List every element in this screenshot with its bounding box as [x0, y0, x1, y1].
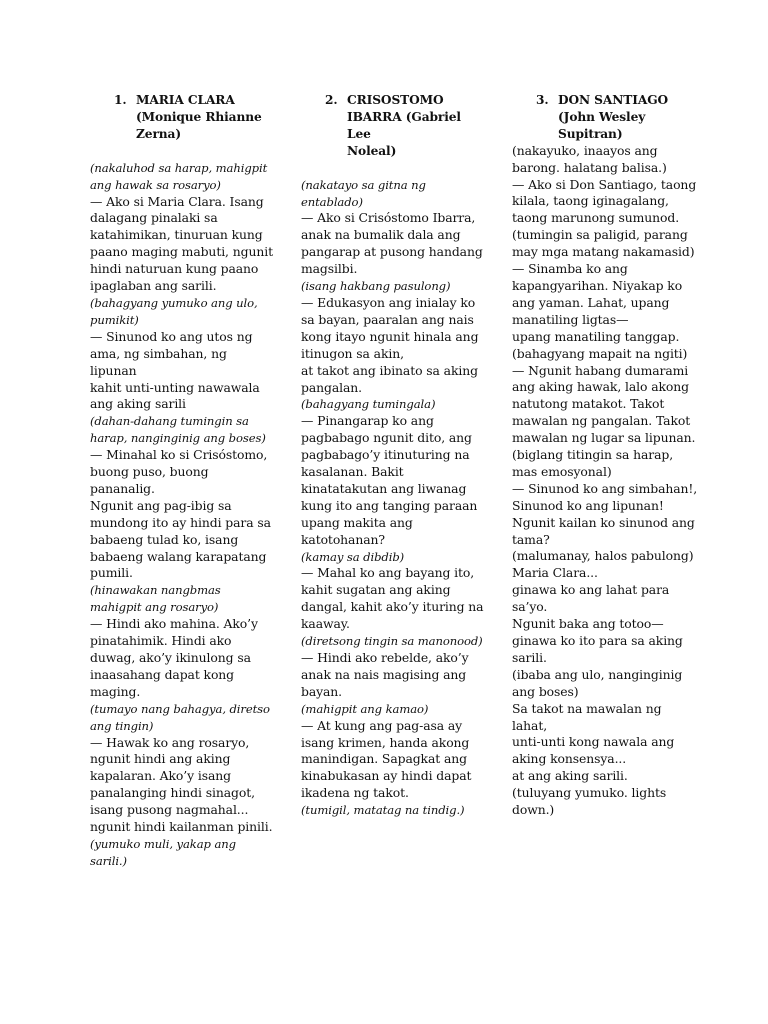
- dialogue-line: kasalanan. Bakit: [301, 464, 404, 480]
- dialogue-line: pangalan.: [301, 379, 362, 395]
- character-heading: [536, 92, 698, 143]
- dialogue-line: magsilbi.: [301, 261, 358, 277]
- character-heading: [325, 92, 487, 160]
- dialogue-line: unti-unti kong nawala ang: [512, 734, 675, 750]
- dialogue-line: buong puso, buong pananalig.: [90, 464, 209, 496]
- dialogue-line: — Sinunod ko ang utos ng: [90, 328, 253, 344]
- stage-direction: (hinawakan nangbmas: [90, 583, 221, 598]
- actor-line: (Monique Rhianne: [136, 109, 262, 124]
- character-name: [558, 92, 698, 143]
- dialogue-line: ngunit hindi kailanman pinili.: [90, 819, 273, 835]
- dialogue-line: kapangyarihan. Niyakap ko: [512, 277, 683, 293]
- stage-direction: (mahigpit ang kamao): [301, 701, 429, 716]
- name-line: DON SANTIAGO: [558, 93, 669, 107]
- dialogue-line: duwag, ako’y ikinulong sa: [90, 650, 251, 665]
- dialogue-line: — Ako si Don Santiago, taong: [512, 176, 697, 192]
- dialogue-line: pangarap at pusong handang: [301, 244, 483, 260]
- dialogue-line: kahit sugatan ang aking: [301, 582, 451, 598]
- dialogue-line: Maria Clara...: [512, 565, 598, 581]
- dialogue-line: at takot ang ibinato sa aking: [301, 362, 478, 378]
- dialogue-line: Sa takot na mawalan ng lahat,: [512, 700, 662, 733]
- dialogue-line: — Edukasyon ang inialay ko: [301, 294, 476, 310]
- dialogue-line: mundong ito ay hindi para sa: [90, 514, 271, 530]
- column-maria-clara: [90, 92, 276, 870]
- column-crisostomo-ibarra: [301, 92, 487, 819]
- stage-direction: (dahan-dahang tumingin sa: [90, 414, 249, 429]
- stage-direction: (isang hakbang pasulong): [301, 279, 451, 294]
- monologue: [301, 177, 487, 819]
- stage-direction: (bahagyang tumingala): [301, 397, 436, 412]
- monologue: [512, 143, 698, 819]
- dialogue-line: kilala, taong iginagalang,: [512, 193, 669, 209]
- actor-line: Noleal): [347, 143, 397, 158]
- dialogue-line: kahit unti-unting nawawala: [90, 379, 260, 395]
- dialogue-line: dangal, kahit ako’y ituring na: [301, 599, 484, 615]
- stage-direction: (yumuko muli, yakap ang: [90, 836, 236, 851]
- dialogue-line: anak na bumalik dala ang: [301, 227, 461, 243]
- dialogue-line: itinugon sa akin,: [301, 345, 404, 361]
- dialogue-line: Sinunod ko ang lipunan!: [512, 497, 664, 513]
- stage-direction: (bahagyang yumuko ang ulo,: [90, 295, 258, 310]
- dialogue-line: (malumanay, halos pabulong): [512, 548, 694, 564]
- dialogue-line: (bahagyang mapait na ngiti): [512, 345, 688, 361]
- dialogue-line: pinatahimik. Hindi ako: [90, 633, 232, 649]
- dialogue-line: ama, ng simbahan, ng lipunan: [90, 345, 227, 378]
- dialogue-line: at ang aking sarili.: [512, 768, 628, 784]
- dialogue-line: aking konsensya...: [512, 751, 627, 767]
- dialogue-line: sa bayan, paaralan ang nais: [301, 311, 474, 327]
- stage-direction: pumikit): [90, 312, 139, 327]
- dialogue-line: (tuluyang yumuko. lights: [512, 785, 667, 801]
- dialogue-line: (nakayuko, inaayos ang: [512, 142, 658, 158]
- dialogue-line: ang aking sarili: [90, 396, 186, 412]
- dialogue-line: down.): [512, 802, 555, 818]
- dialogue-line: bayan.: [301, 683, 343, 699]
- stage-direction: mahigpit ang rosaryo): [90, 600, 219, 615]
- dialogue-line: pagbabago’y itinuturing na: [301, 447, 470, 463]
- dialogue-line: kapalaran. Ako’y isang: [90, 768, 231, 784]
- dialogue-line: — Mahal ko ang bayang ito,: [301, 565, 475, 581]
- dialogue-line: (ibaba ang ulo, nanginginig: [512, 666, 683, 682]
- dialogue-line: mawalan ng pangalan. Takot: [512, 413, 691, 429]
- actor-line: Zerna): [136, 126, 181, 141]
- stage-direction: (nakaluhod sa harap, mahigpit: [90, 160, 268, 175]
- dialogue-line: (biglang titingin sa harap,: [512, 447, 674, 463]
- column-don-santiago: [512, 92, 698, 819]
- dialogue-line: mas emosyonal): [512, 463, 612, 479]
- dialogue-line: tama?: [512, 531, 550, 547]
- dialogue-line: ngunit hindi ang aking: [90, 751, 231, 767]
- dialogue-line: katotohanan?: [301, 531, 385, 547]
- stage-direction: (tumayo nang bahagya, diretso: [90, 701, 270, 716]
- stage-direction: ang hawak sa rosaryo): [90, 177, 221, 192]
- dialogue-line: may mga matang nakamasid): [512, 244, 695, 260]
- character-heading: [114, 92, 276, 143]
- actor-line: (John Wesley: [558, 109, 646, 124]
- dialogue-line: — Minahal ko si Crisóstomo,: [90, 447, 268, 463]
- dialogue-line: ang aking hawak, lalo akong: [512, 379, 689, 395]
- dialogue-line: — Ako si Crisóstomo Ibarra,: [301, 210, 476, 226]
- actor-line: Supitran): [558, 126, 623, 141]
- dialogue-line: ikadena ng takot.: [301, 785, 409, 801]
- stage-direction: entablado): [301, 194, 363, 209]
- dialogue-line: — At kung ang pag-asa ay: [301, 717, 463, 733]
- dialogue-line: kinabukasan ay hindi dapat: [301, 768, 472, 784]
- dialogue-line: upang manatiling tanggap.: [512, 328, 680, 344]
- dialogue-line: barong. halatang balisa.): [512, 159, 667, 175]
- stage-direction: harap, nanginginig ang boses): [90, 431, 266, 446]
- dialogue-line: — Ako si Maria Clara. Isang: [90, 193, 264, 209]
- dialogue-line: babaeng tulad ko, isang: [90, 531, 239, 547]
- dialogue-line: dalagang pinalaki sa: [90, 210, 218, 226]
- dialogue-line: (tumingin sa paligid, parang: [512, 227, 688, 243]
- name-line: IBARRA (Gabriel Lee: [347, 109, 461, 141]
- dialogue-line: — Ngunit habang dumarami: [512, 362, 689, 378]
- character-name: [347, 92, 487, 160]
- name-line: MARIA CLARA: [136, 93, 235, 107]
- dialogue-line: kaaway.: [301, 616, 350, 632]
- dialogue-line: anak na nais magising ang: [301, 666, 467, 682]
- dialogue-line: ang yaman. Lahat, upang: [512, 294, 670, 310]
- stage-direction: sarili.): [90, 853, 127, 868]
- dialogue-line: pagbabago ngunit dito, ang: [301, 430, 472, 446]
- character-name: [136, 92, 276, 143]
- dialogue-line: inaasahang dapat kong: [90, 666, 235, 682]
- dialogue-line: mawalan ng lugar sa lipunan.: [512, 430, 696, 446]
- name-line: CRISOSTOMO: [347, 93, 444, 107]
- dialogue-line: ang boses): [512, 683, 579, 699]
- dialogue-line: sarili.: [512, 649, 547, 665]
- stage-direction: (nakatayo sa gitna ng: [301, 177, 426, 192]
- monologue: [90, 160, 276, 870]
- dialogue-line: ipaglaban ang sarili.: [90, 278, 217, 294]
- stage-direction: (kamay sa dibdib): [301, 549, 405, 564]
- dialogue-line: — Hindi ako mahina. Ako’y: [90, 616, 258, 632]
- dialogue-line: ginawa ko ito para sa aking: [512, 633, 683, 648]
- dialogue-line: pumili.: [90, 565, 133, 581]
- dialogue-line: Ngunit ang pag-ibig sa: [90, 497, 232, 513]
- dialogue-line: upang makita ang: [301, 514, 413, 530]
- stage-direction: ang tingin): [90, 718, 154, 733]
- dialogue-line: Ngunit baka ang totoo—: [512, 616, 664, 632]
- dialogue-line: maging.: [90, 683, 141, 699]
- dialogue-line: ginawa ko ang lahat para: [512, 582, 670, 598]
- dialogue-line: kinatatakutan ang liwanag: [301, 480, 467, 496]
- dialogue-line: kung ito ang tanging paraan: [301, 497, 478, 513]
- dialogue-line: manatiling ligtas—: [512, 311, 629, 327]
- dialogue-line: isang pusong nagmahal...: [90, 802, 249, 818]
- dialogue-line: paano maging mabuti, ngunit: [90, 244, 273, 260]
- dialogue-line: taong marunong sumunod.: [512, 210, 680, 226]
- dialogue-line: Ngunit kailan ko sinunod ang: [512, 514, 695, 530]
- dialogue-line: sa’yo.: [512, 599, 548, 615]
- dialogue-line: babaeng walang karapatang: [90, 548, 267, 564]
- dialogue-line: — Hawak ko ang rosaryo,: [90, 734, 250, 750]
- dialogue-line: hindi naturuan kung paano: [90, 261, 259, 277]
- dialogue-line: natutong matakot. Takot: [512, 396, 665, 412]
- dialogue-line: katahimikan, tinuruan kung: [90, 227, 263, 243]
- dialogue-line: — Pinangarap ko ang: [301, 413, 434, 429]
- character-number: 2.: [325, 93, 338, 107]
- dialogue-line: panalanging hindi sinagot,: [90, 785, 255, 801]
- stage-direction: (tumigil, matatag na tindig.): [301, 803, 465, 818]
- character-number: 3.: [536, 93, 549, 107]
- character-number: 1.: [114, 93, 127, 107]
- stage-direction: (diretsong tingin sa manonood): [301, 634, 483, 649]
- dialogue-line: — Sinamba ko ang: [512, 261, 628, 277]
- dialogue-line: kong itayo ngunit hinala ang: [301, 328, 479, 344]
- dialogue-line: — Hindi ako rebelde, ako’y: [301, 650, 469, 665]
- dialogue-line: manindigan. Sapagkat ang: [301, 751, 467, 767]
- dialogue-line: — Sinunod ko ang simbahan!,: [512, 480, 698, 496]
- dialogue-line: isang krimen, handa akong: [301, 734, 470, 750]
